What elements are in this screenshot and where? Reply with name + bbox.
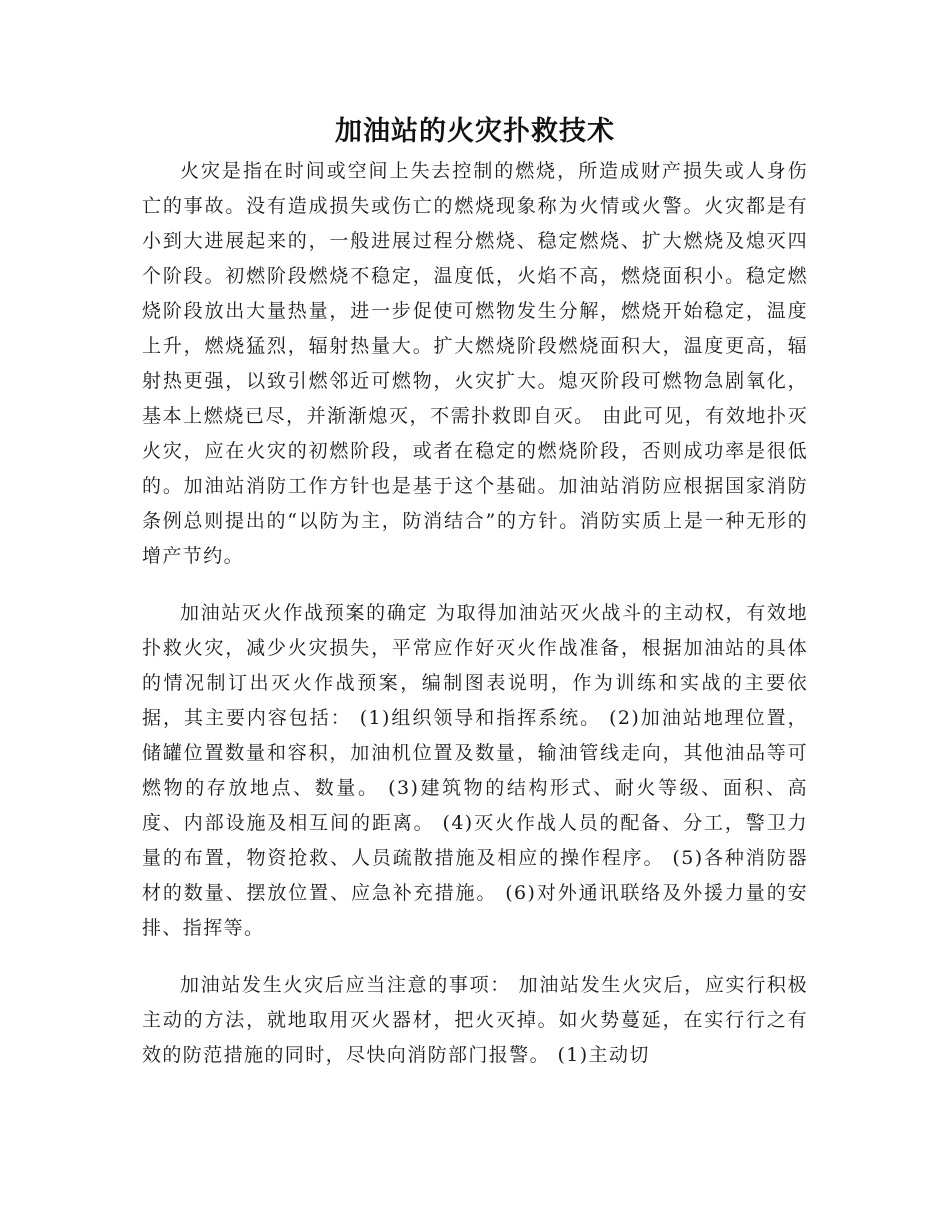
paragraph-fire-precautions: 加油站发生火灾后应当注意的事项： 加油站发生火灾后，应实行积极主动的方法，就地取用灭火器材，把火灭掉。如火势蔓延，在实行行之有效的防范措施的同时，尽快向消防部门报警。 (1)主动切: [142, 974, 808, 1066]
paragraph-fire-plan: 加油站灭火作战预案的确定 为取得加油站灭火战斗的主动权，有效地扑救火灾，减少火灾损失，平常应作好灭火作战准备，根据加油站的具体的情况制订出灭火作战预案，编制图表说明，作为训练和实战的主要依据，其主要内容包括： (1)组织领导和指挥系统。 (2)加油站地理位置，储罐位置数量和容积，加油机位置及数量，输油管线走向，其他油品等可燃物的存放地点、数量。 (3)建筑物的结构形式、耐火等级、面积、高度、内部设施及相互间的距离。 (4)灭火作战人员的配备、分工，警卫力量的布置，物资抢救、人员疏散措施及相应的操作程序。 (5)各种消防器材的数量、摆放位置、应急补充措施。 (6)对外通讯联络及外援力量的安排、指挥等。: [142, 602, 808, 939]
document-title: 加油站的火灾扑救技术: [335, 116, 615, 147]
document-body: [142, 112, 808, 1095]
paragraph-fire-stages: 火灾是指在时间或空间上失去控制的燃烧，所造成财产损失或人身伤亡的事故。没有造成损失或伤亡的燃烧现象称为火情或火警。火灾都是有小到大进展起来的，一般进展过程分燃烧、稳定燃烧、扩大燃烧及熄灭四个阶段。初燃阶段燃烧不稳定，温度低，火焰不高，燃烧面积小。稳定燃烧阶段放出大量热量，进一步促使可燃物发生分解，燃烧开始稳定，温度上升，燃烧猛烈，辐射热量大。扩大燃烧阶段燃烧面积大，温度更高，辐射热更强，以致引燃邻近可燃物，火灾扩大。熄灭阶段可燃物急剧氧化，基本上燃烧已尽，并渐渐熄灭，不需扑救即自灭。 由此可见，有效地扑灭火灾，应在火灾的初燃阶段，或者在稳定的燃烧阶段，否则成功率是很低的。加油站消防工作方针也是基于这个基础。加油站消防应根据国家消防条例总则提出的“以防为主，防消结合”的方针。消防实质上是一种无形的增产节约。: [142, 160, 808, 567]
